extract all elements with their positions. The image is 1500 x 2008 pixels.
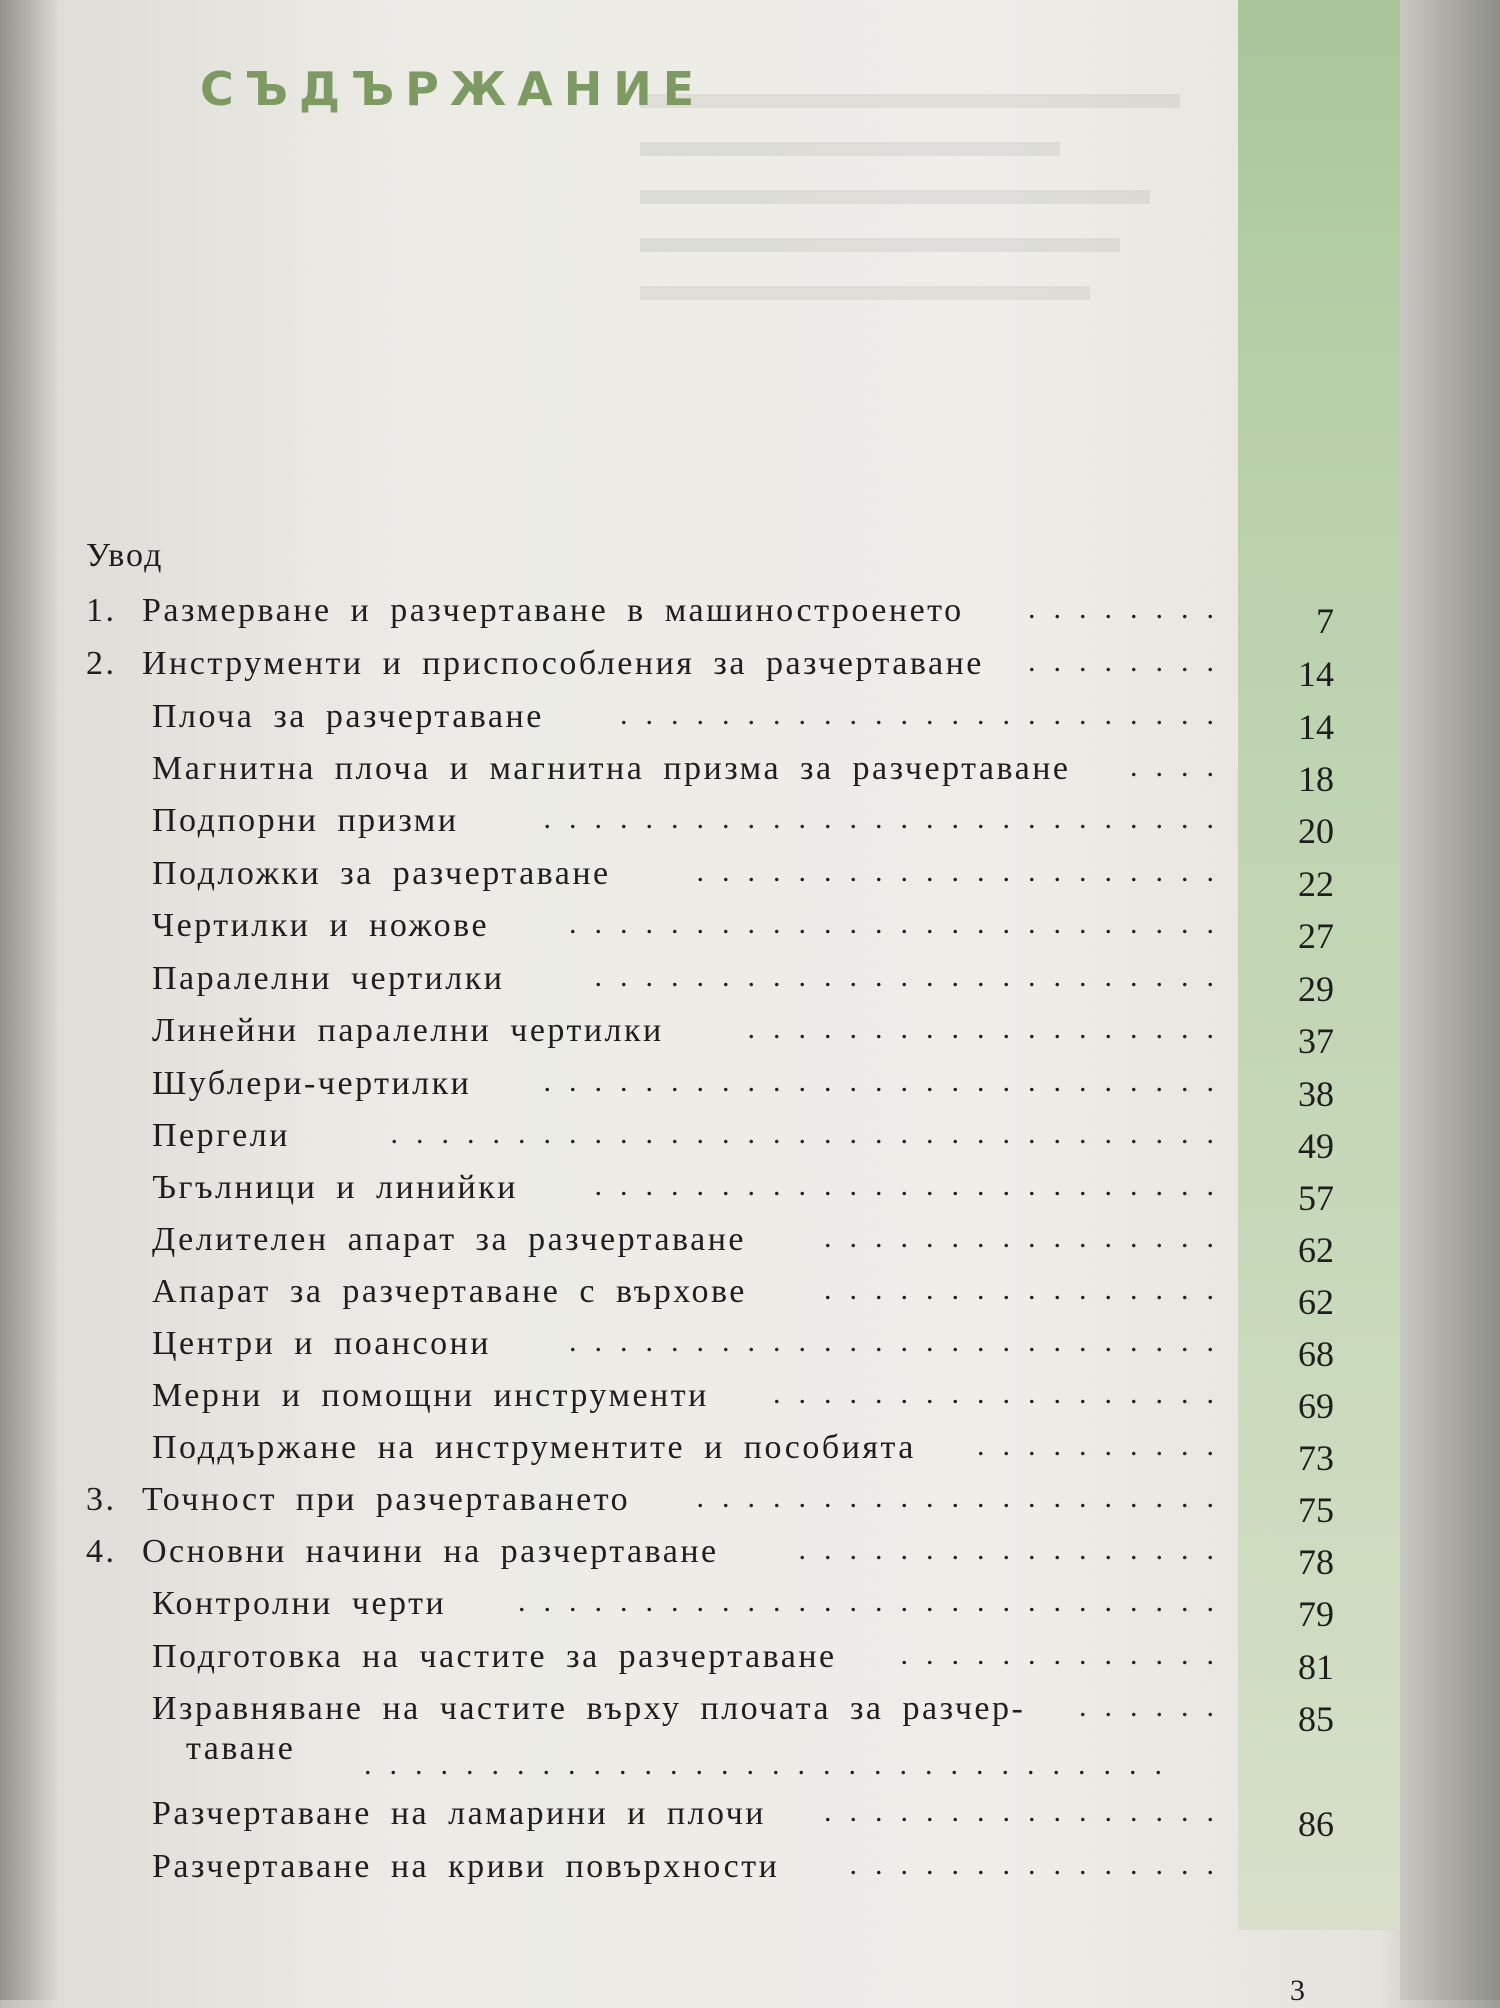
toc-entry-number: 4. (86, 1533, 117, 1570)
toc-entry-label: Подложки за разчертаване (152, 855, 611, 892)
toc-page-number: 38 (1298, 1074, 1334, 1114)
toc-leader-dots: .......................... (569, 907, 1232, 940)
toc-page-number: 27 (1298, 916, 1334, 956)
toc-page-number: 18 (1298, 759, 1334, 799)
toc-entry-label: Разчертаване на криви повърхности (152, 1848, 780, 1885)
toc-page-number: 22 (1298, 864, 1334, 904)
toc-entry-label: Мерни и помощни инструменти (152, 1377, 709, 1414)
toc-entry-label: Делителен апарат за разчертаване (152, 1221, 747, 1258)
toc-entry-continuation: таване (186, 1730, 296, 1767)
toc-entry-number: 2. (86, 645, 117, 682)
toc-leader-dots: ..................... (696, 1481, 1232, 1514)
toc-leader-dots: ......................... (594, 1169, 1232, 1202)
toc-leader-dots: ........ (1028, 645, 1232, 678)
toc-page-number: 78 (1298, 1542, 1334, 1582)
toc-entry (0, 1795, 1400, 1847)
toc-leader-dots: ...... (1079, 1690, 1232, 1723)
toc-entry-label: Подготовка на частите за разчертаване (152, 1638, 837, 1675)
toc-entry-label: Основни начини на разчертаване (142, 1533, 719, 1570)
toc-page-number: 14 (1298, 654, 1334, 694)
toc-entry-label: Изравняване на частите върху плочата за разчер- (152, 1690, 1026, 1727)
toc-page-number: 79 (1298, 1594, 1334, 1634)
toc-page-number: 20 (1298, 811, 1334, 851)
toc-entry (0, 960, 1400, 1012)
toc-leader-dots: ......................... (594, 960, 1232, 993)
toc-entry-label: Размерване и разчертаване в машиностроенето (142, 592, 964, 629)
toc-page-number: 81 (1298, 1647, 1334, 1687)
toc-leader-dots: .................. (773, 1377, 1232, 1410)
toc-entry-label: Паралелни чертилки (152, 960, 505, 997)
toc-leader-dots: ................ (824, 1273, 1232, 1306)
toc-entry-label: Чертилки и ножове (152, 907, 490, 944)
toc-entry-label: Апарат за разчертаване с върхове (152, 1273, 747, 1310)
toc-page-number: 57 (1298, 1178, 1334, 1218)
toc-page-number: 14 (1298, 707, 1334, 747)
toc-page-number: 62 (1298, 1230, 1334, 1270)
toc-entry-label: Пергели (152, 1117, 290, 1154)
toc-page-number: 49 (1298, 1126, 1334, 1166)
toc-page-number: 62 (1298, 1282, 1334, 1322)
toc-page-number: 69 (1298, 1386, 1334, 1426)
page-number: 3 (1290, 1974, 1305, 2007)
toc-entry-label: Плоча за разчертаване (152, 698, 544, 735)
toc-entry (0, 1377, 1400, 1429)
toc-leader-dots: ........................ (620, 698, 1232, 731)
toc-entry (0, 1638, 1400, 1690)
toc-entry (0, 1848, 1400, 1900)
toc-entry (0, 855, 1400, 907)
toc-page-number: 86 (1298, 1804, 1334, 1844)
toc-leader-dots: ............................ (518, 1585, 1232, 1618)
toc-entry (0, 1585, 1400, 1637)
toc-entry-label: Разчертаване на ламарини и плочи (152, 1795, 766, 1832)
toc-entry (0, 592, 1400, 644)
toc-entry (0, 1169, 1400, 1221)
toc-leader-dots: ........................... (543, 802, 1232, 835)
toc-entry-label: Инструменти и приспособления за разчертаване (142, 645, 984, 682)
toc-entry (0, 1481, 1400, 1533)
toc-entry-label: Магнитна плоча и магнитна призма за разчертаване (152, 750, 1071, 787)
toc-page-number: 85 (1298, 1699, 1334, 1739)
toc-page-number: 37 (1298, 1021, 1334, 1061)
toc-page-number: 75 (1298, 1490, 1334, 1530)
toc-page-number: 29 (1298, 969, 1334, 1009)
toc-leader-dots: ........................... (543, 1065, 1232, 1098)
toc-entry-label: Шублери-чертилки (152, 1065, 472, 1102)
toc-entry (0, 1325, 1400, 1377)
toc-entry-label: Контролни черти (152, 1585, 447, 1622)
page-edge (1400, 0, 1500, 2000)
toc-leader-dots: .......... (977, 1429, 1232, 1462)
toc-entry-label: Поддържане на инструментите и пособията (152, 1429, 916, 1466)
toc-leader-dots: ................... (747, 1012, 1232, 1045)
toc-entry (0, 1533, 1400, 1585)
toc-entry (0, 645, 1400, 697)
toc-entry (0, 1429, 1400, 1481)
toc-page-number: 68 (1298, 1334, 1334, 1374)
toc-entry (0, 1117, 1400, 1169)
toc-entry (0, 698, 1400, 750)
toc-entry (0, 1065, 1400, 1117)
toc-entry-label: Центри и поансони (152, 1325, 491, 1362)
toc-leader-dots: ............. (900, 1638, 1232, 1671)
toc-entry (0, 1273, 1400, 1325)
toc-leader-dots: .... (1130, 750, 1232, 783)
toc-entry-label: Подпорни призми (152, 802, 459, 839)
toc-entry-label: Ъгълници и линийки (152, 1169, 518, 1206)
toc-leader-dots: ..................... (696, 855, 1232, 888)
toc-entry-label: Линейни паралелни чертилки (152, 1012, 664, 1049)
toc-leader-dots: ................ (824, 1795, 1232, 1828)
toc-entry (0, 907, 1400, 959)
toc-entry (0, 750, 1400, 802)
toc-leader-dots: ................................ (364, 1748, 1180, 1781)
toc-entry (0, 1221, 1400, 1273)
toc-intro: Увод (86, 537, 164, 574)
toc-leader-dots: ........ (1028, 592, 1232, 625)
toc-entry (0, 802, 1400, 854)
toc-leader-dots: ................ (824, 1221, 1232, 1254)
toc-leader-dots: .......................... (569, 1325, 1232, 1358)
toc-page-number: 7 (1316, 601, 1334, 641)
toc-leader-dots: ............... (849, 1848, 1232, 1881)
toc-leader-dots: ................................. (390, 1117, 1232, 1150)
toc-entry-number: 3. (86, 1481, 117, 1518)
page-title: СЪДЪРЖАНИЕ (200, 62, 706, 116)
toc-page-number: 73 (1298, 1438, 1334, 1478)
toc-entry-label: Точност при разчертаването (142, 1481, 631, 1518)
toc-entry (0, 1012, 1400, 1064)
toc-leader-dots: ................. (798, 1533, 1232, 1566)
toc-entry-number: 1. (86, 592, 117, 629)
